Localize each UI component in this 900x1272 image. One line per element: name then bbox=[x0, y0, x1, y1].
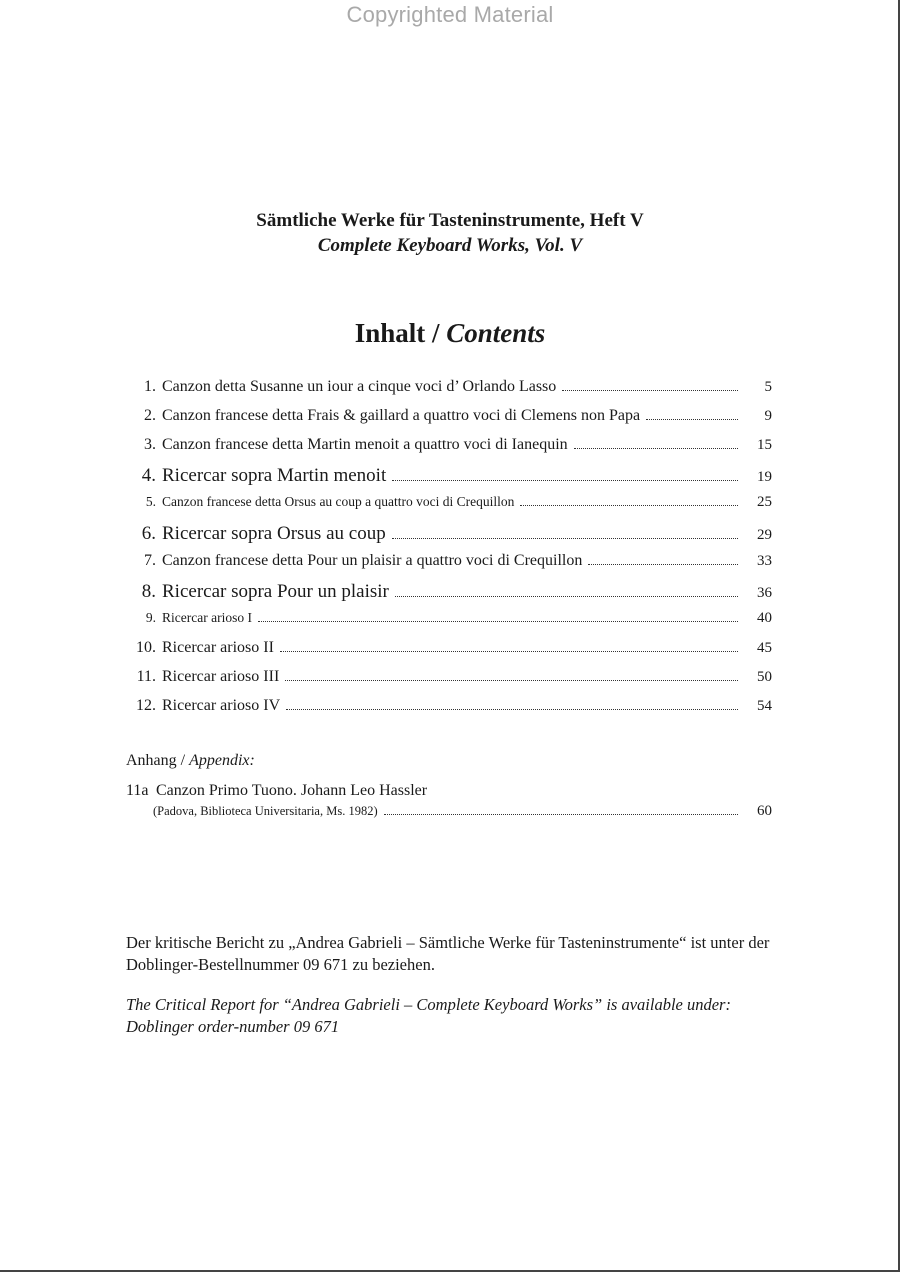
toc-entry[interactable] bbox=[126, 610, 772, 639]
toc-page-number: 25 bbox=[757, 494, 772, 510]
appendix-label-german: Anhang / bbox=[126, 752, 186, 769]
toc-title: Ricercar sopra Pour un plaisir bbox=[162, 581, 389, 602]
contents-heading bbox=[0, 318, 900, 349]
title-german: Sämtliche Werke für Tasteninstrumente, Heft V bbox=[256, 210, 644, 231]
dot-leader bbox=[258, 621, 738, 622]
appendix-label-english: Appendix: bbox=[189, 752, 255, 769]
toc-page-number: 9 bbox=[764, 408, 772, 424]
dot-leader bbox=[588, 564, 738, 565]
toc-number: 6. bbox=[141, 523, 156, 544]
toc-number: 8. bbox=[141, 581, 156, 602]
dot-leader bbox=[285, 680, 738, 681]
dot-leader bbox=[286, 709, 738, 710]
appendix-source-line bbox=[126, 803, 772, 820]
toc-title: Ricercar sopra Orsus au coup bbox=[162, 523, 386, 544]
toc-page-number: 40 bbox=[757, 610, 772, 626]
toc-title: Ricercar arioso III bbox=[162, 668, 280, 685]
toc-title: Canzon francese detta Orsus au coup a quattro voci di Crequillon bbox=[162, 494, 515, 509]
dot-leader bbox=[520, 505, 738, 506]
dot-leader bbox=[395, 596, 738, 597]
dot-leader bbox=[392, 538, 738, 539]
toc-number: 12. bbox=[136, 697, 156, 714]
table-of-contents bbox=[126, 378, 772, 726]
toc-entry[interactable] bbox=[126, 581, 772, 610]
toc-title: Canzon francese detta Frais & gaillard a quattro voci di Clemens non Papa bbox=[162, 407, 641, 424]
appendix-page-number: 60 bbox=[757, 803, 772, 819]
toc-page-number: 15 bbox=[757, 437, 772, 453]
toc-number: 5. bbox=[145, 494, 156, 509]
toc-title: Ricercar sopra Martin menoit bbox=[162, 465, 387, 486]
critical-report-note-english: The Critical Report for “Andrea Gabrieli – Complete Keyboard Works” is available under: Doblinger order-number 09 671 bbox=[126, 995, 731, 1036]
title-english: Complete Keyboard Works, Vol. V bbox=[317, 235, 583, 256]
toc-page-number: 54 bbox=[757, 698, 772, 714]
toc-page-number: 33 bbox=[757, 553, 772, 569]
toc-page-number: 29 bbox=[757, 527, 772, 543]
dot-leader bbox=[384, 814, 738, 815]
toc-title: Ricercar arioso IV bbox=[162, 697, 281, 714]
toc-title: Ricercar arioso II bbox=[162, 639, 274, 656]
toc-entry[interactable] bbox=[126, 494, 772, 523]
toc-title: Ricercar arioso I bbox=[162, 610, 252, 625]
dot-leader bbox=[392, 480, 738, 481]
appendix-entry-heading bbox=[126, 782, 772, 800]
toc-entry[interactable] bbox=[126, 668, 772, 697]
toc-page-number: 5 bbox=[764, 379, 772, 395]
toc-entry[interactable] bbox=[126, 407, 772, 436]
dot-leader bbox=[280, 651, 738, 652]
copyright-watermark: Copyrighted Material bbox=[346, 2, 554, 27]
appendix-title: Canzon Primo Tuono. Johann Leo Hassler bbox=[156, 782, 428, 799]
dot-leader bbox=[574, 448, 738, 449]
toc-title: Canzon francese detta Martin menoit a quattro voci di Ianequin bbox=[162, 436, 568, 453]
toc-number: 7. bbox=[144, 552, 156, 569]
toc-number: 3. bbox=[144, 436, 156, 453]
toc-entry[interactable] bbox=[126, 436, 772, 465]
toc-number: 1. bbox=[144, 378, 156, 395]
contents-heading-english: Contents bbox=[446, 318, 546, 348]
toc-title: Canzon detta Susanne un iour a cinque voci d’ Orlando Lasso bbox=[162, 378, 557, 395]
toc-number: 10. bbox=[136, 639, 156, 656]
toc-entry[interactable] bbox=[126, 465, 772, 494]
toc-entry[interactable] bbox=[126, 552, 772, 581]
appendix-entry[interactable] bbox=[126, 782, 772, 820]
appendix-heading bbox=[126, 752, 255, 770]
toc-entry[interactable] bbox=[126, 697, 772, 726]
critical-report-note-german: Der kritische Bericht zu „Andrea Gabrieli – Sämtliche Werke für Tasteninstrumente“ ist unter der Doblinger-Bestellnummer 09 671 zu beziehen. bbox=[126, 933, 770, 974]
toc-page-number: 19 bbox=[757, 469, 772, 485]
contents-heading-german: Inhalt / bbox=[354, 318, 440, 348]
toc-title: Canzon francese detta Pour un plaisir a quattro voci di Crequillon bbox=[162, 552, 583, 569]
toc-number: 2. bbox=[144, 407, 156, 424]
toc-page-number: 45 bbox=[757, 640, 772, 656]
dot-leader bbox=[562, 390, 738, 391]
dot-leader bbox=[646, 419, 738, 420]
appendix-source: (Padova, Biblioteca Universitaria, Ms. 1982) bbox=[153, 804, 378, 818]
toc-entry[interactable] bbox=[126, 523, 772, 552]
toc-entry[interactable] bbox=[126, 378, 772, 407]
toc-entry[interactable] bbox=[126, 639, 772, 668]
title-block bbox=[0, 208, 900, 258]
toc-page-number: 36 bbox=[757, 585, 772, 601]
appendix-number: 11a bbox=[126, 782, 149, 799]
toc-number: 11. bbox=[136, 668, 156, 685]
toc-number: 9. bbox=[145, 610, 156, 625]
toc-page-number: 50 bbox=[757, 669, 772, 685]
toc-number: 4. bbox=[141, 465, 156, 486]
